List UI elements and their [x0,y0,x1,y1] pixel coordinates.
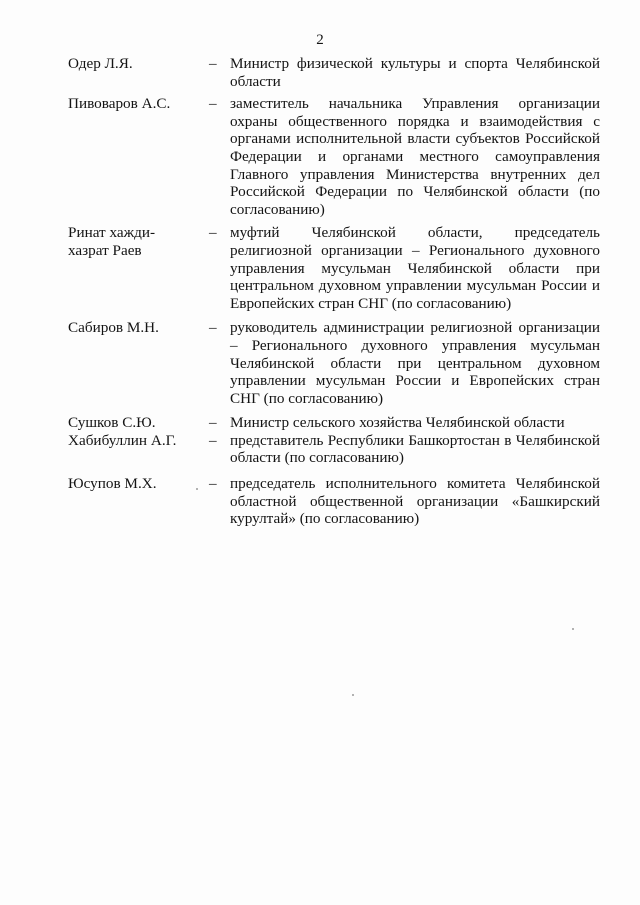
member-position: заместитель начальника Управления организации охраны общественного порядка и взаимодействия с органами исполнительной власти субъектов Российской Федерации и органами местного самоуправления Главного управления Министерства внутренних дел Российской Федерации по Челябинской области (по согласованию) [230,95,600,218]
member-name: Сушков С.Ю. [68,414,156,432]
scan-speck [572,628,574,630]
member-position: муфтий Челябинской области, председатель религиозной организации – Регионального духовного управления мусульман Челябинской области при центральном духовном управлении мусульман России и Европейских стран СНГ (по согласованию) [230,224,600,312]
member-position: председатель исполнительного комитета Челябинской областной общественной организации «Башкирский курултай» (по согласованию) [230,475,600,528]
member-position: руководитель администрации религиозной организации – Регионального духовного управления мусульман Челябинской области при центральном духовном управлении мусульман России и Европейских стран СНГ (по согласованию) [230,319,600,407]
dash-separator: – [209,55,217,72]
member-name: Ринат хажди- хазрат Раев [68,224,156,259]
member-entry [68,475,600,528]
dash-separator: – [209,475,217,493]
member-position: Министр физической культуры и спорта Челябинской области [230,55,600,90]
member-entry [68,319,600,407]
member-entry [68,432,600,467]
dash-separator: – [209,95,217,113]
scan-speck [196,488,198,490]
dash-separator: – [209,319,217,337]
member-entry [68,224,600,312]
member-name: Юсупов М.Х. [68,475,157,493]
scan-speck [352,694,354,696]
member-name: Сабиров М.Н. [68,319,159,337]
member-name: Пивоваров А.С. [68,95,171,113]
member-list [68,55,600,528]
member-entry [68,95,600,218]
member-position: Министр сельского хозяйства Челябинской области [230,414,565,432]
dash-separator: – [209,224,217,242]
member-name: Хабибуллин А.Г. [68,431,177,449]
member-name: Одер Л.Я. [68,55,133,72]
member-entry [68,55,600,90]
member-entry [68,414,600,432]
page-number: 2 [316,32,324,48]
dash-separator: – [209,414,217,432]
member-position: представитель Республики Башкортостан в Челябинской области (по согласованию) [230,431,600,467]
dash-separator: – [209,431,217,449]
